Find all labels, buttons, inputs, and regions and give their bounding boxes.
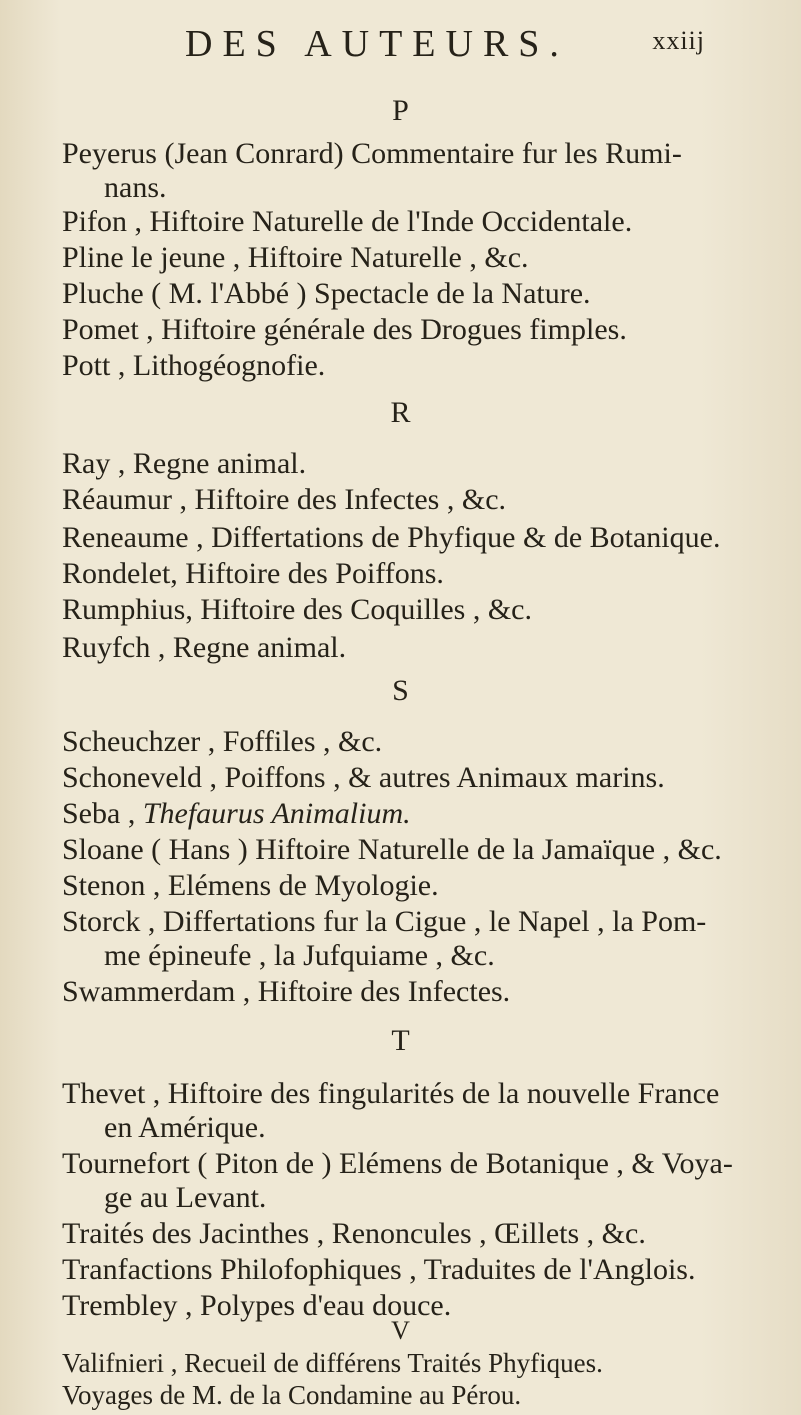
running-header — [185, 22, 705, 66]
entry-seba-title: Thefaurus Animalium. — [142, 797, 411, 830]
entry-scheuchzer: Scheuchzer , Foffiles , &c. — [62, 725, 383, 758]
entry-tournefort: Tournefort ( Piton de ) Elémens de Botanique , & Voya- — [62, 1147, 733, 1180]
entry-pomet: Pomet , Hiftoire générale des Drogues fimples. — [62, 313, 627, 346]
entry-seba-author: Seba , — [62, 797, 143, 830]
entry-sloane: Sloane ( Hans ) Hiftoire Naturelle de la Jamaïque , &c. — [62, 833, 722, 866]
entry-ray: Ray , Regne animal. — [62, 447, 307, 480]
entry-thevet: Thevet , Hiftoire des fingularités de la nouvelle France — [62, 1077, 720, 1110]
section-letter-p: P — [392, 94, 409, 127]
entry-pluche: Pluche ( M. l'Abbé ) Spectacle de la Nature. — [62, 277, 591, 310]
entry-peyerus-cont: nans. — [104, 171, 167, 204]
entry-schoneveld: Schoneveld , Poiffons , & autres Animaux marins. — [62, 761, 665, 794]
entry-thevet-cont: en Amérique. — [104, 1111, 266, 1144]
section-letter-r: R — [390, 396, 411, 429]
entry-swammerdam: Swammerdam , Hiftoire des Infectes. — [62, 975, 511, 1008]
entry-pott: Pott , Lithogéognofie. — [62, 349, 326, 382]
entry-voyages: Voyages de M. de la Condamine au Pérou. — [62, 1380, 522, 1410]
page-number: xxiij — [652, 26, 705, 55]
entry-reneaume: Reneaume , Differtations de Phyfique & de Botanique. — [62, 521, 721, 554]
entry-rondelet: Rondelet, Hiftoire des Poiffons. — [62, 557, 444, 590]
entry-ruysch: Ruyfch , Regne animal. — [62, 631, 347, 664]
entry-tournefort-cont: ge au Levant. — [104, 1181, 267, 1214]
entry-storck-cont: me épineufe , la Jufquiame , &c. — [104, 939, 495, 972]
entry-transactions: Tranfactions Philofophiques , Traduites de l'Anglois. — [62, 1253, 696, 1286]
entry-reaumur: Réaumur , Hiftoire des Infectes , &c. — [62, 483, 507, 516]
section-letter-v: V — [391, 1316, 410, 1345]
entry-valisnieri: Valifnieri , Recueil de différens Traités Phyfiques. — [62, 1348, 603, 1378]
entry-rumphius: Rumphius, Hiftoire des Coquilles , &c. — [62, 593, 532, 626]
section-letter-s: S — [392, 674, 409, 707]
entry-stenon: Stenon , Elémens de Myologie. — [62, 869, 439, 902]
section-letter-t: T — [391, 1024, 410, 1057]
entry-pison: Pifon , Hiftoire Naturelle de l'Inde Occidentale. — [62, 205, 633, 238]
entry-traites: Traités des Jacinthes , Renoncules , Œillets , &c. — [62, 1217, 646, 1250]
entry-seba — [62, 796, 762, 832]
header-title: DES AUTEURS. — [185, 23, 569, 65]
entry-pline: Pline le jeune , Hiftoire Naturelle , &c. — [62, 241, 529, 274]
entry-storck: Storck , Differtations fur la Cigue , le Napel , la Pom- — [62, 905, 707, 938]
entry-peyerus: Peyerus (Jean Conrard) Commentaire fur les Rumi- — [62, 137, 682, 170]
entry-trembley: Trembley , Polypes d'eau douce. — [62, 1289, 452, 1322]
